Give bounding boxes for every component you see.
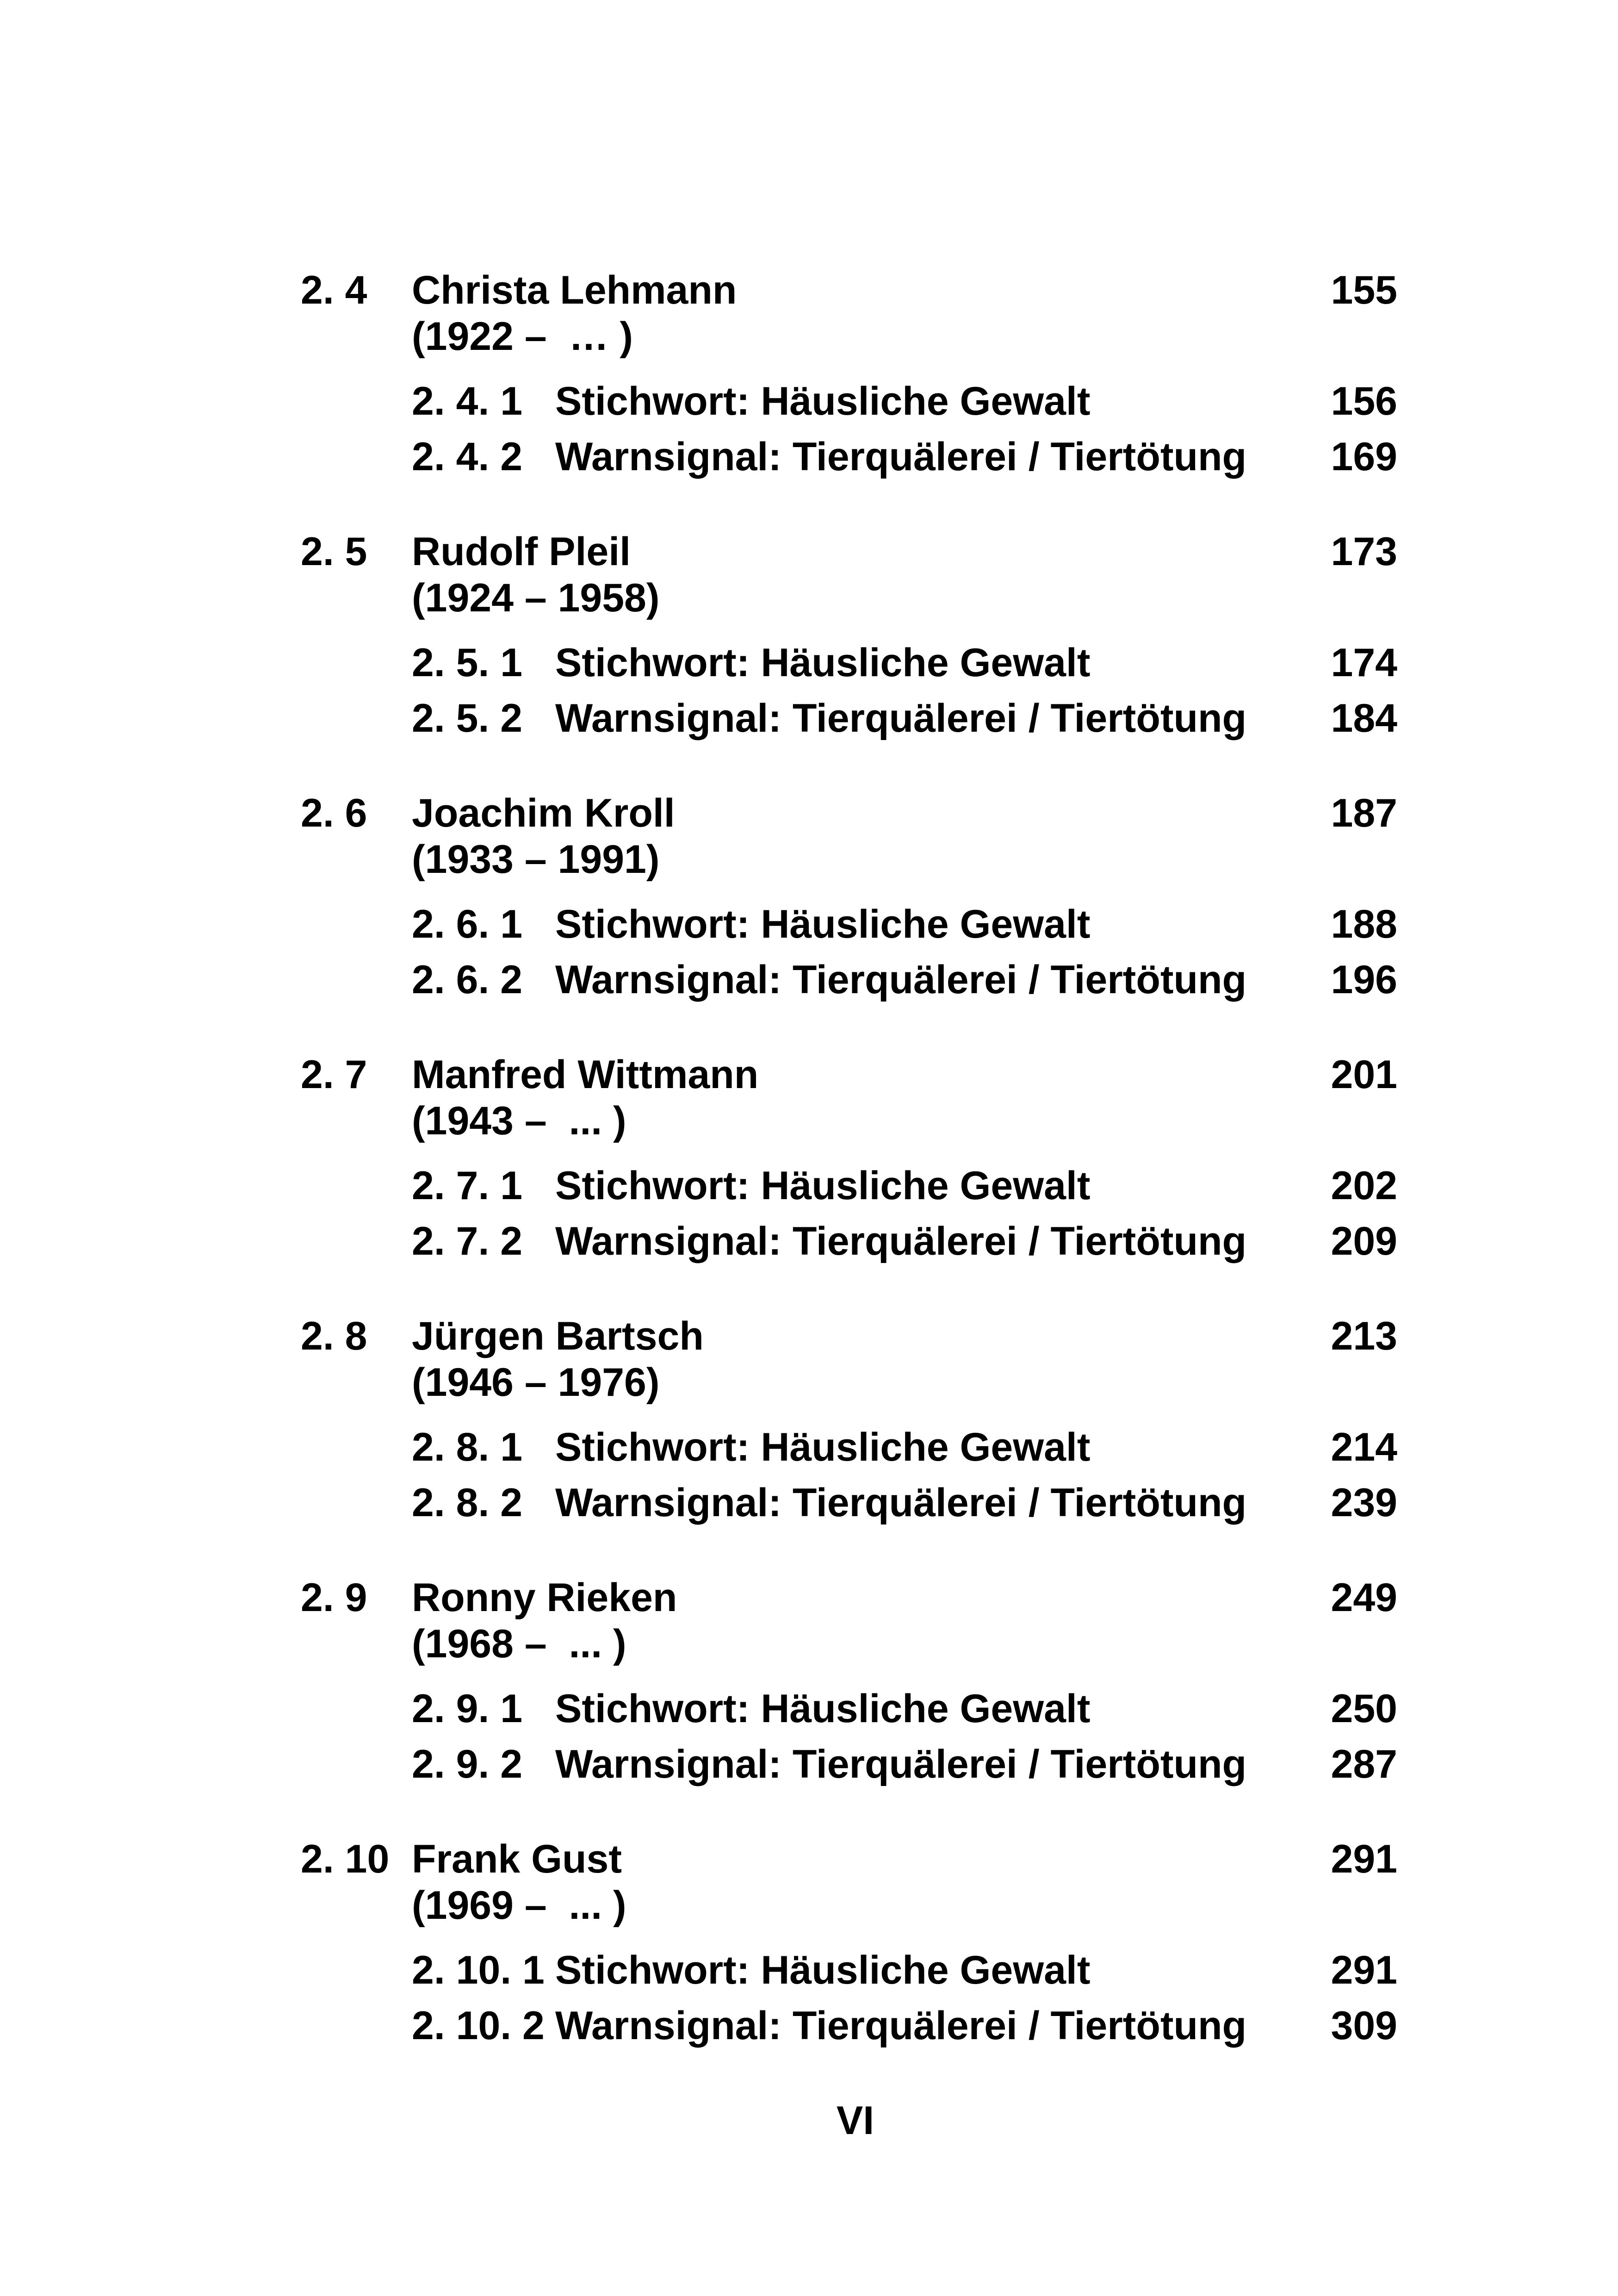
subentry-number: 2. 9. 1 bbox=[412, 1686, 523, 1731]
entry-years-label: (1969 – ... ) bbox=[412, 1883, 626, 1928]
subentry-page-number: 287 bbox=[1331, 1742, 1397, 1786]
subentry-number: 2. 8. 2 bbox=[412, 1481, 523, 1525]
subentry-number: 2. 6. 2 bbox=[412, 958, 523, 1002]
subentry-title: Stichwort: Häusliche Gewalt bbox=[555, 902, 1091, 946]
subentry-number: 2. 10. 1 bbox=[412, 1948, 545, 1992]
entry-page-number: 201 bbox=[1331, 1052, 1397, 1097]
subentry-title: Warnsignal: Tierquälerei / Tiertötung bbox=[555, 696, 1247, 740]
subentry-number: 2. 6. 1 bbox=[412, 902, 523, 946]
subentry-title: Stichwort: Häusliche Gewalt bbox=[555, 1686, 1091, 1731]
toc-entry-head bbox=[301, 793, 1397, 833]
subentry-page-number: 156 bbox=[1331, 379, 1397, 423]
entry-page-number: 173 bbox=[1331, 529, 1397, 574]
toc-entry bbox=[301, 793, 1397, 1000]
toc-subentry bbox=[301, 1427, 1397, 1467]
toc-entry bbox=[301, 529, 1397, 740]
subentry-number: 2. 10. 2 bbox=[412, 2004, 545, 2048]
subentry-number: 2. 7. 1 bbox=[412, 1164, 523, 1208]
subentry-title: Warnsignal: Tierquälerei / Tiertötung bbox=[555, 435, 1247, 479]
toc-subentry bbox=[301, 2006, 1397, 2046]
entry-name: Jürgen Bartsch bbox=[412, 1314, 704, 1358]
folio-page-number: VI bbox=[836, 2098, 874, 2143]
toc-subentry bbox=[301, 437, 1397, 477]
toc-subentry bbox=[301, 698, 1397, 738]
toc-subentry bbox=[301, 1166, 1397, 1206]
entry-number: 2. 7 bbox=[301, 1052, 367, 1097]
subentry-page-number: 250 bbox=[1331, 1686, 1397, 1731]
subentry-title: Warnsignal: Tierquälerei / Tiertötung bbox=[555, 1219, 1247, 1263]
subentry-title: Warnsignal: Tierquälerei / Tiertötung bbox=[555, 1742, 1247, 1786]
subentry-title: Stichwort: Häusliche Gewalt bbox=[555, 641, 1091, 685]
toc-entry bbox=[301, 270, 1397, 477]
subentry-title: Stichwort: Häusliche Gewalt bbox=[555, 1425, 1091, 1469]
toc-entry bbox=[301, 1839, 1397, 2046]
toc-entry bbox=[301, 1052, 1397, 1263]
toc-subentry bbox=[301, 904, 1397, 944]
toc-entry-years bbox=[301, 578, 1397, 618]
subentry-page-number: 209 bbox=[1331, 1219, 1397, 1263]
subentry-page-number: 184 bbox=[1331, 696, 1397, 740]
toc-entry-years bbox=[301, 314, 1397, 359]
subentry-page-number: 214 bbox=[1331, 1425, 1397, 1469]
toc-subentry bbox=[301, 1950, 1397, 1990]
entry-number: 2. 6 bbox=[301, 791, 367, 835]
toc-entry-head bbox=[301, 1052, 1397, 1097]
toc-subentry bbox=[301, 381, 1397, 421]
entry-page-number: 155 bbox=[1331, 268, 1397, 312]
entry-number: 2. 8 bbox=[301, 1314, 367, 1358]
subentry-number: 2. 8. 1 bbox=[412, 1425, 523, 1469]
entry-years-label: (1943 – ... ) bbox=[412, 1099, 626, 1143]
subentry-number: 2. 4. 1 bbox=[412, 379, 523, 423]
subentry-title: Stichwort: Häusliche Gewalt bbox=[555, 379, 1091, 423]
entry-number: 2. 9 bbox=[301, 1575, 367, 1620]
entry-name: Christa Lehmann bbox=[412, 268, 737, 312]
subentry-page-number: 188 bbox=[1331, 902, 1397, 946]
toc-entry-years bbox=[301, 1624, 1397, 1664]
toc-entry-head bbox=[301, 1575, 1397, 1620]
subentry-title: Warnsignal: Tierquälerei / Tiertötung bbox=[555, 958, 1247, 1002]
entry-name: Manfred Wittmann bbox=[412, 1052, 759, 1097]
toc-subentry bbox=[301, 643, 1397, 683]
subentry-number: 2. 4. 2 bbox=[412, 435, 523, 479]
subentry-number: 2. 5. 1 bbox=[412, 641, 523, 685]
entry-years-label: (1933 – 1991) bbox=[412, 837, 660, 882]
entry-number: 2. 4 bbox=[301, 268, 367, 312]
subentry-title: Warnsignal: Tierquälerei / Tiertötung bbox=[555, 2004, 1247, 2048]
toc-entry-years bbox=[301, 1360, 1397, 1405]
entry-years-label: (1968 – ... ) bbox=[412, 1622, 626, 1666]
subentry-number: 2. 7. 2 bbox=[412, 1219, 523, 1263]
subentry-title: Warnsignal: Tierquälerei / Tiertötung bbox=[555, 1481, 1247, 1525]
subentry-title: Stichwort: Häusliche Gewalt bbox=[555, 1164, 1091, 1208]
entry-number: 2. 10 bbox=[301, 1837, 390, 1881]
toc-subentry bbox=[301, 1483, 1397, 1523]
entry-page-number: 187 bbox=[1331, 791, 1397, 835]
subentry-page-number: 309 bbox=[1331, 2004, 1397, 2048]
toc-subentry bbox=[301, 1221, 1397, 1261]
toc-entry-years bbox=[301, 837, 1397, 882]
toc-entry-head bbox=[301, 270, 1397, 310]
entry-years-label: (1922 – … ) bbox=[412, 314, 633, 359]
toc-subentry bbox=[301, 1744, 1397, 1784]
toc-entry-head bbox=[301, 529, 1397, 574]
subentry-title: Stichwort: Häusliche Gewalt bbox=[555, 1948, 1091, 1992]
toc-entry-years bbox=[301, 1883, 1397, 1928]
toc-subentry bbox=[301, 1686, 1397, 1731]
entry-years-label: (1946 – 1976) bbox=[412, 1360, 660, 1405]
toc-entry-head bbox=[301, 1839, 1397, 1879]
toc-subentry bbox=[301, 960, 1397, 1000]
subentry-page-number: 174 bbox=[1331, 641, 1397, 685]
entry-name: Rudolf Pleil bbox=[412, 529, 631, 574]
subentry-page-number: 196 bbox=[1331, 958, 1397, 1002]
subentry-page-number: 239 bbox=[1331, 1481, 1397, 1525]
entry-number: 2. 5 bbox=[301, 529, 367, 574]
toc-entry bbox=[301, 1316, 1397, 1523]
subentry-page-number: 202 bbox=[1331, 1164, 1397, 1208]
toc-entry bbox=[301, 1575, 1397, 1786]
entry-page-number: 249 bbox=[1331, 1575, 1397, 1620]
toc-entry-years bbox=[301, 1101, 1397, 1141]
subentry-page-number: 169 bbox=[1331, 435, 1397, 479]
toc-entry-head bbox=[301, 1316, 1397, 1356]
entry-name: Ronny Rieken bbox=[412, 1575, 677, 1620]
page-footer bbox=[46, 2098, 1618, 2143]
subentry-page-number: 291 bbox=[1331, 1948, 1397, 1992]
entry-name: Frank Gust bbox=[412, 1837, 622, 1881]
entry-page-number: 213 bbox=[1331, 1314, 1397, 1358]
entry-name: Joachim Kroll bbox=[412, 791, 675, 835]
subentry-number: 2. 9. 2 bbox=[412, 1742, 523, 1786]
entry-page-number: 291 bbox=[1331, 1837, 1397, 1881]
subentry-number: 2. 5. 2 bbox=[412, 696, 523, 740]
entry-years-label: (1924 – 1958) bbox=[412, 576, 660, 620]
